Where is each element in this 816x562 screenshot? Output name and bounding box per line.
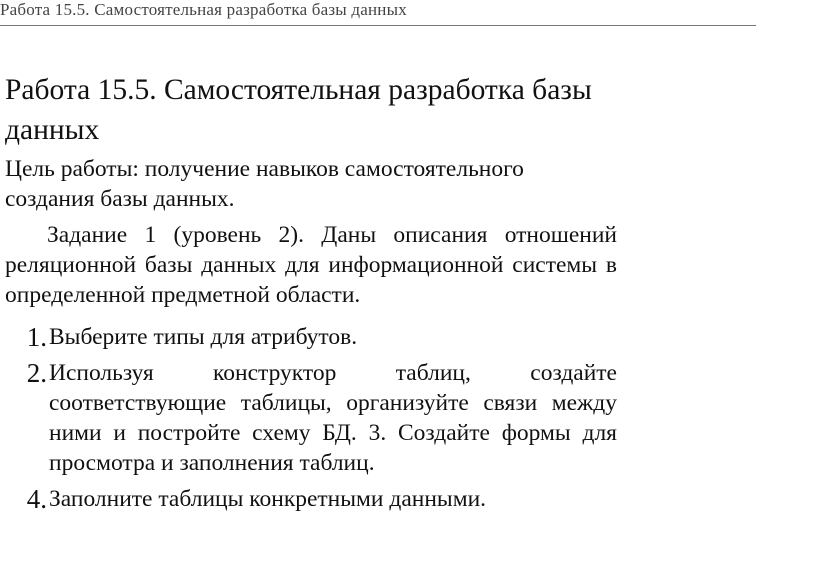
- list-item: [5, 484, 617, 514]
- list-item: [5, 322, 617, 352]
- step-text: Используя конструктор таблиц, создайте соответствующие таблицы, организуйте связи между ними и постройте схему БД. 3. Создайте формы для просмотра и заполнения таблиц.: [49, 360, 617, 476]
- page-content: [5, 70, 617, 520]
- page-title: Работа 15.5. Самостоятельная разработка базы данных: [5, 74, 592, 146]
- task-paragraph: Задание 1 (уровень 2). Даны описания отношений реляционной базы данных для информационной системы в определенной предметной области.: [5, 222, 617, 308]
- step-text: Выберите типы для атрибутов.: [49, 324, 358, 350]
- step-number: 1.: [26, 322, 47, 352]
- goal-paragraph: Цель работы: получение навыков самостоятельного создания базы данных.: [5, 156, 524, 212]
- running-header: Работа 15.5. Самостоятельная разработка базы данных: [0, 0, 407, 19]
- header-divider: [0, 25, 756, 26]
- steps-list: [5, 322, 617, 514]
- step-number: 2.: [26, 358, 47, 388]
- step-number: 4.: [26, 484, 47, 514]
- step-text: Заполните таблицы конкретными данными.: [49, 486, 487, 512]
- list-item: [5, 358, 617, 478]
